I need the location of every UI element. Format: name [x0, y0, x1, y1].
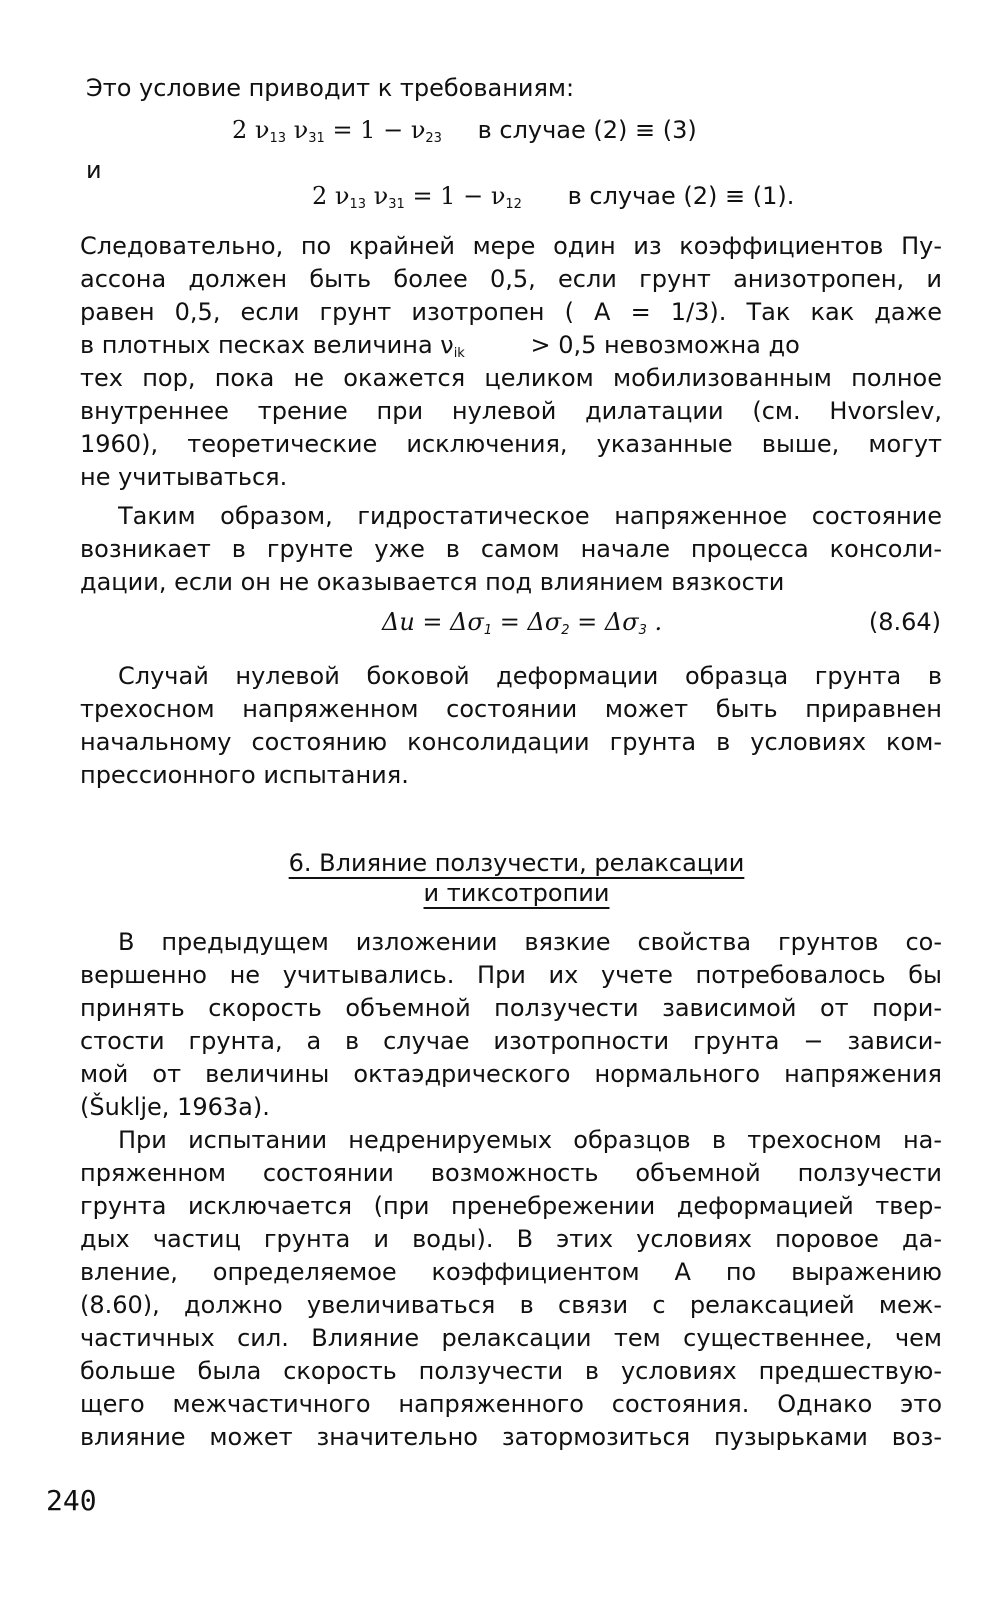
- paragraph-line: внутреннее трение при нулевой дилатации (см. Hvorslev,: [80, 397, 942, 425]
- equation-number: (8.64): [868, 608, 941, 636]
- paragraph-line: частичных сил. Влияние релаксации тем существеннее, чем: [80, 1324, 942, 1352]
- conjunction: и: [86, 156, 102, 184]
- paragraph-line: прессионного испытания.: [80, 761, 409, 789]
- paragraph-line: трехосном напряженном состоянии может быть приравнен: [80, 695, 942, 723]
- paragraph-line: дых частиц грунта и воды). В этих условиях поровое да-: [80, 1225, 942, 1253]
- paragraph-line: дации, если он не оказывается под влиянием вязкости: [80, 568, 785, 596]
- paragraph-line: Таким образом, гидростатическое напряженное состояние: [118, 502, 942, 530]
- paragraph-line: (8.60), должно увеличиваться в связи с релаксацией меж-: [80, 1291, 942, 1319]
- paragraph-line: При испытании недренируемых образцов в трехосном на-: [118, 1126, 942, 1154]
- paragraph-line: ассона должен быть более 0,5, если грунт анизотропен, и: [80, 265, 942, 293]
- paragraph-line: стости грунта, а в случае изотропности грунта − зависи-: [80, 1027, 942, 1055]
- equation-2-condition: в случае (2) ≡ (1).: [567, 182, 795, 210]
- page-number: 240: [46, 1484, 97, 1517]
- paragraph-line: мой от величины октаэдрического нормального напряжения: [80, 1060, 942, 1088]
- paragraph-line: 1960), теоретические исключения, указанные выше, могут: [80, 430, 942, 458]
- section-heading-line-2: и тиксотропии: [423, 879, 610, 907]
- equation-1-condition: в случае (2) ≡ (3): [477, 116, 697, 144]
- paragraph-line: начальному состоянию консолидации грунта в условиях ком-: [80, 728, 942, 756]
- paragraph-line: в плотных песках величина $\nu_{ik} > 0,5$ невозможна до: [80, 331, 800, 361]
- paragraph-line: Следовательно, по крайней мере один из коэффициентов Пу-: [80, 232, 942, 260]
- paragraph-line: грунта исключается (при пренебрежении деформацией твер-: [80, 1192, 942, 1220]
- intro-line: Это условие приводит к требованиям:: [86, 74, 575, 102]
- paragraph-line: принять скорость объемной ползучести зависимой от пори-: [80, 994, 942, 1022]
- paragraph-line: Случай нулевой боковой деформации образца грунта в: [118, 662, 942, 690]
- paragraph-line: В предыдущем изложении вязкие свойства грунтов со-: [118, 928, 942, 956]
- paragraph-line: равен 0,5, если грунт изотропен ( A = 1/3). Так как даже: [80, 298, 942, 326]
- paragraph-line: щего межчастичного напряженного состояния. Однако это: [80, 1390, 942, 1418]
- paragraph-line: тех пор, пока не окажется целиком мобилизованным полное: [80, 364, 942, 392]
- paragraph-line: возникает в грунте уже в самом начале процесса консоли-: [80, 535, 942, 563]
- paragraph-line: пряженном состоянии возможность объемной ползучести: [80, 1159, 942, 1187]
- equation-1: 2 $\nu_{13}$ $\nu_{31} = 1 - \nu_{23}$ в случае (2) ≡ (3): [232, 116, 697, 146]
- paragraph-line: вершенно не учитывались. При их учете потребовалось бы: [80, 961, 942, 989]
- section-heading-line-1: 6. Влияние ползучести, релаксации: [288, 849, 745, 877]
- paragraph-line: больше была скорость ползучести в условиях предшествую-: [80, 1357, 942, 1385]
- paragraph-line: вление, определяемое коэффициентом A по выражению: [80, 1258, 942, 1286]
- paragraph-line: (Šuklje, 1963a).: [80, 1093, 270, 1121]
- paragraph-line: не учитываться.: [80, 463, 288, 491]
- paragraph-line: влияние может значительно затормозиться пузырьками воз-: [80, 1423, 942, 1451]
- equation-8-64: $\Delta u = \Delta\sigma_1 = \Delta\sigma_2 = \Delta\sigma_3$ .: [382, 608, 663, 638]
- equation-2: 2 $\nu_{13}$ $\nu_{31} = 1 - \nu_{12}$ в случае (2) ≡ (1).: [312, 182, 795, 212]
